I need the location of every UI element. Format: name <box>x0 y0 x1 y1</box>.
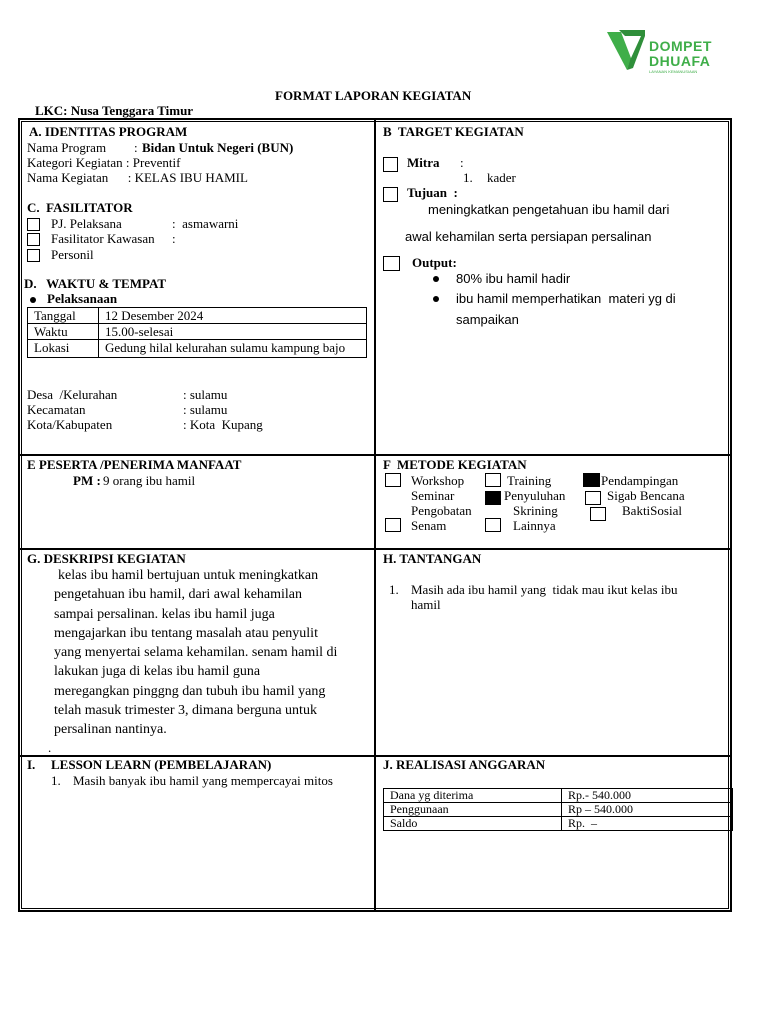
section-g-title: G. DESKRIPSI KEGIATAN <box>27 551 186 566</box>
row-label: Dana yg diterima <box>384 789 562 803</box>
seminar-label: Seminar <box>411 488 455 503</box>
skrining-label: Skrining <box>513 503 558 518</box>
description-line: telah masuk trimester 3, dimana berguna untuk <box>54 703 317 719</box>
section-c-title: C. FASILITATOR <box>27 200 133 215</box>
section-i-title: LESSON LEARN (PEMBELAJARAN) <box>51 757 272 772</box>
logo-tagline: LAYANAN KEMANUSIAAN <box>649 69 698 74</box>
output-label: Output: <box>412 255 457 270</box>
mitra-label: Mitra <box>407 155 440 170</box>
workshop-checkbox[interactable] <box>385 473 401 487</box>
lkc-label: LKC: Nusa Tenggara Timur <box>35 103 194 118</box>
desa-label: Desa /Kelurahan <box>27 387 118 402</box>
table-row <box>384 803 733 817</box>
penyuluhan-label: Penyuluhan <box>504 488 566 503</box>
description-line: mengajarkan ibu tentang masalah atau penyulit <box>54 625 318 641</box>
output-item-3: sampaikan <box>456 312 519 327</box>
sigab-checkbox[interactable] <box>585 491 601 505</box>
pj-checkbox[interactable] <box>27 218 40 231</box>
personil-checkbox[interactable] <box>27 249 40 262</box>
program-value: Bidan Untuk Negeri (BUN) <box>142 140 294 155</box>
tujuan-label: Tujuan : <box>407 185 458 200</box>
table-row <box>384 817 733 831</box>
desa-value: : sulamu <box>183 387 228 402</box>
nama-kegiatan: Nama Kegiatan : KELAS IBU HAMIL <box>27 170 248 185</box>
program-label: Nama Program <box>27 140 107 155</box>
row-label: Saldo <box>384 817 562 831</box>
description-line: persalinan nantinya. <box>54 722 167 738</box>
row-value: Rp – 540.000 <box>562 803 733 817</box>
senam-label: Senam <box>411 518 447 533</box>
description-line: meregangkan pinggng dan tubuh ibu hamil yang <box>54 683 326 699</box>
section-j-title: J. REALISASI ANGGARAN <box>383 757 546 772</box>
description-text <box>54 566 370 740</box>
sigab-label: Sigab Bencana <box>607 488 685 503</box>
anggaran-table <box>383 788 733 831</box>
row-value: Rp.- 540.000 <box>562 789 733 803</box>
training-checkbox[interactable] <box>485 473 501 487</box>
tujuan-line2: awal kehamilan serta persiapan persalinan <box>405 229 652 244</box>
table-row <box>28 308 367 324</box>
personil-label: Personil <box>51 247 94 262</box>
mitra-item-num: 1. <box>463 170 473 185</box>
mitra-checkbox[interactable] <box>383 157 398 172</box>
section-a-title: A. IDENTITAS PROGRAM <box>29 124 188 139</box>
pj-value: : asmawarni <box>172 216 239 231</box>
fk-checkbox[interactable] <box>27 233 40 246</box>
description-line: lakukan juga di kelas ibu hamil guna <box>54 664 261 680</box>
pendampingan-checkbox[interactable] <box>583 473 600 487</box>
tantangan-line1: Masih ada ibu hamil yang tidak mau ikut kelas ibu <box>411 582 678 597</box>
row-label: Lokasi <box>28 340 99 358</box>
pengobatan-label: Pengobatan <box>411 503 472 518</box>
row-value: Rp. – <box>562 817 733 831</box>
output-item-1: 80% ibu hamil hadir <box>456 271 571 286</box>
description-dot: . <box>48 740 52 755</box>
table-row <box>28 340 367 358</box>
pm-value: 9 orang ibu hamil <box>103 473 196 488</box>
section-i-num: I. <box>27 757 36 772</box>
lesson-item: Masih banyak ibu hamil yang mempercayai mitos <box>73 773 333 788</box>
center-divider <box>374 120 376 910</box>
tujuan-line1: meningkatkan pengetahuan ibu hamil dari <box>428 202 670 217</box>
logo-line1: DOMPET <box>649 38 712 54</box>
section-d-title: D. WAKTU & TEMPAT <box>24 276 167 291</box>
output-bullet-2 <box>433 296 439 302</box>
pj-label: PJ. Pelaksana <box>51 216 122 231</box>
row-label: Tanggal <box>28 308 99 324</box>
kecamatan-label: Kecamatan <box>27 402 86 417</box>
row-divider-1 <box>20 454 730 456</box>
table-row <box>384 789 733 803</box>
row-label: Penggunaan <box>384 803 562 817</box>
lainnya-checkbox[interactable] <box>485 518 501 532</box>
lesson-num: 1. <box>51 773 61 788</box>
row-value: Gedung hilal kelurahan sulamu kampung bajo <box>99 340 367 358</box>
description-line: sampai persalinan. kelas ibu hamil juga <box>54 606 275 622</box>
kota-label: Kota/Kabupaten <box>27 417 113 432</box>
dompet-dhuafa-logo <box>605 28 715 78</box>
program-sep: : <box>134 140 138 155</box>
section-h-title: H. TANTANGAN <box>383 551 482 566</box>
workshop-label: Workshop <box>411 473 465 488</box>
lainnya-label: Lainnya <box>513 518 556 533</box>
pelaksanaan-label: Pelaksanaan <box>47 291 118 306</box>
page-title: FORMAT LAPORAN KEGIATAN <box>275 88 472 103</box>
pendampingan-label: Pendampingan <box>601 473 679 488</box>
tantangan-num: 1. <box>389 582 399 597</box>
section-b-title: B TARGET KEGIATAN <box>383 124 524 139</box>
output-bullet-1 <box>433 276 439 282</box>
kategori-kegiatan: Kategori Kegiatan : Preventif <box>27 155 181 170</box>
section-f-title: F METODE KEGIATAN <box>383 457 527 472</box>
output-checkbox[interactable] <box>383 256 400 271</box>
logo-line2: DHUAFA <box>649 53 711 69</box>
row-label: Waktu <box>28 324 99 340</box>
kota-value: : Kota Kupang <box>183 417 263 432</box>
penyuluhan-checkbox[interactable] <box>485 491 501 505</box>
waktu-tempat-table <box>27 307 367 358</box>
training-label: Training <box>507 473 552 488</box>
pm-label: PM : <box>73 473 101 488</box>
output-item-2: ibu hamil memperhatikan materi yg di <box>456 291 676 306</box>
row-value: 15.00-selesai <box>99 324 367 340</box>
tujuan-checkbox[interactable] <box>383 187 398 202</box>
tantangan-line2: hamil <box>411 597 441 612</box>
section-e-title: E PESERTA /PENERIMA MANFAAT <box>27 457 242 472</box>
bakti-label: BaktiSosial <box>622 503 682 518</box>
pelaksanaan-bullet <box>30 297 36 303</box>
senam-checkbox[interactable] <box>385 518 401 532</box>
fk-label: Fasilitator Kawasan <box>51 231 155 246</box>
logo-mark-icon <box>605 28 649 74</box>
table-row <box>28 324 367 340</box>
kecamatan-value: : sulamu <box>183 402 228 417</box>
fk-value: : <box>172 231 176 246</box>
description-line: yang menyertai selama kehamilan. senam hamil di <box>54 645 338 661</box>
mitra-item: kader <box>487 170 516 185</box>
row-value: 12 Desember 2024 <box>99 308 367 324</box>
row-divider-2 <box>20 548 730 550</box>
bakti-checkbox[interactable] <box>590 507 606 521</box>
description-line: pengetahuan ibu hamil, dari awal kehamilan <box>54 587 303 603</box>
mitra-sep: : <box>460 155 464 170</box>
description-line: kelas ibu hamil bertujuan untuk meningkatkan <box>58 568 319 583</box>
